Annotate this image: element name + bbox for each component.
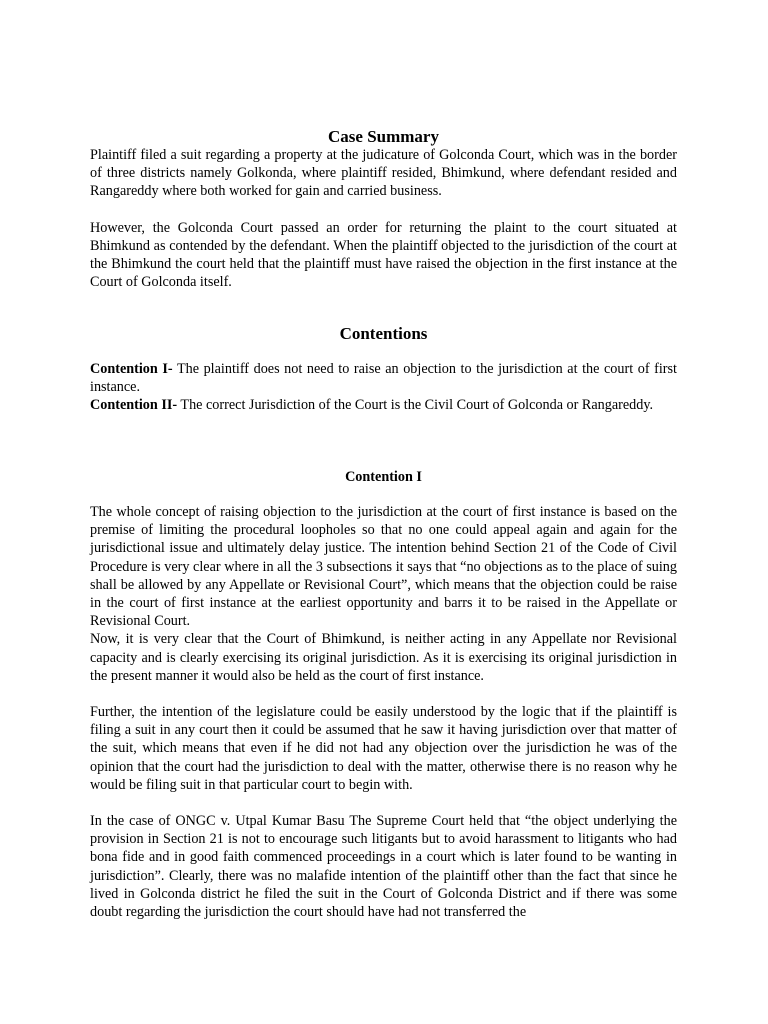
contention-text-2: The correct Jurisdiction of the Court is the Civil Court of Golconda or Rangareddy. [177,397,654,414]
contention-one-paragraph-1: The whole concept of raising objection to the jurisdiction at the court of first instance is based on the premise of limiting the procedural loopholes so that no one could appeal again and again for the jurisdictional issue and ultimately delay justice. The intention behind Section 21 of the Code of Civil Procedure is very clear where in all the 3 subsections it says that “no objections as to the place of suing shall be allowed by any Appellate or Revisional Court”, which means that the objection could be raise in the court of first instance at the earliest opportunity and barrs it to be raised in the Appellate or Revisional Court. [90,504,677,630]
contention-one-body [90,503,677,921]
contention-item-1 [90,360,677,396]
case-summary-body [90,146,677,291]
contentions-list [90,360,677,415]
contention-label-1: Contention I- [90,361,173,377]
case-summary-paragraph-1: Plaintiff filed a suit regarding a property at the judicature of Golconda Court, which was in the border of three districts namely Golkonda, where plaintiff resided, Bhimkund, where defendant resided and Rangareddy where both worked for gain and carried business. [90,147,677,200]
contention-one-paragraph-3: Further, the intention of the legislature could be easily understood by the logic that if the plaintiff is filing a suit in any court then it could be assumed that he saw it having jurisdiction over that matter of the suit, which means that even if he did not had any objection over the jurisdiction he was of the opinion that the court had the jurisdiction to deal with the matter, otherwise there is no reason why he would be filing suit in that particular court to begin with. [90,704,677,793]
contention-one-paragraph-4: In the case of ONGC v. Utpal Kumar Basu The Supreme Court held that “the object underlying the provision in Section 21 is not to encourage such litigants but to avoid harassment to litigants who had bona fide and in good faith commenced proceedings in a court which is later found to be wanting in jurisdiction”. Clearly, there was no malafide intention of the plaintiff other than the fact that since he lived in Golconda district he filed the suit in the Court of Golconda District and if there was some doubt regarding the jurisdiction the court should have had not transferred the [90,813,677,921]
contention-label-2: Contention II- [90,397,178,414]
contentions-heading: Contentions [339,324,428,343]
contention-text-1: The plaintiff does not need to raise an objection to the jurisdiction at the court of first instance. [90,361,677,396]
contention-one-paragraph-2: Now, it is very clear that the Court of Bhimkund, is neither acting in any Appellate nor Revisional capacity and is clearly exercising its original jurisdiction. As it is exercising its original jurisdiction in the present manner it would also be held as the court of first instance. [90,631,677,684]
case-summary-heading: Case Summary [328,127,439,146]
contention-item-2 [90,396,677,414]
case-summary-paragraph-2: However, the Golconda Court passed an order for returning the plaint to the court situated at Bhimkund as contended by the defendant. When the plaintiff objected to the jurisdiction of the court at the Bhimkund the court held that the plaintiff must have raised the objection in the first instance at the Court of Golconda itself. [90,219,677,291]
contention-one-heading: Contention I [345,469,422,485]
